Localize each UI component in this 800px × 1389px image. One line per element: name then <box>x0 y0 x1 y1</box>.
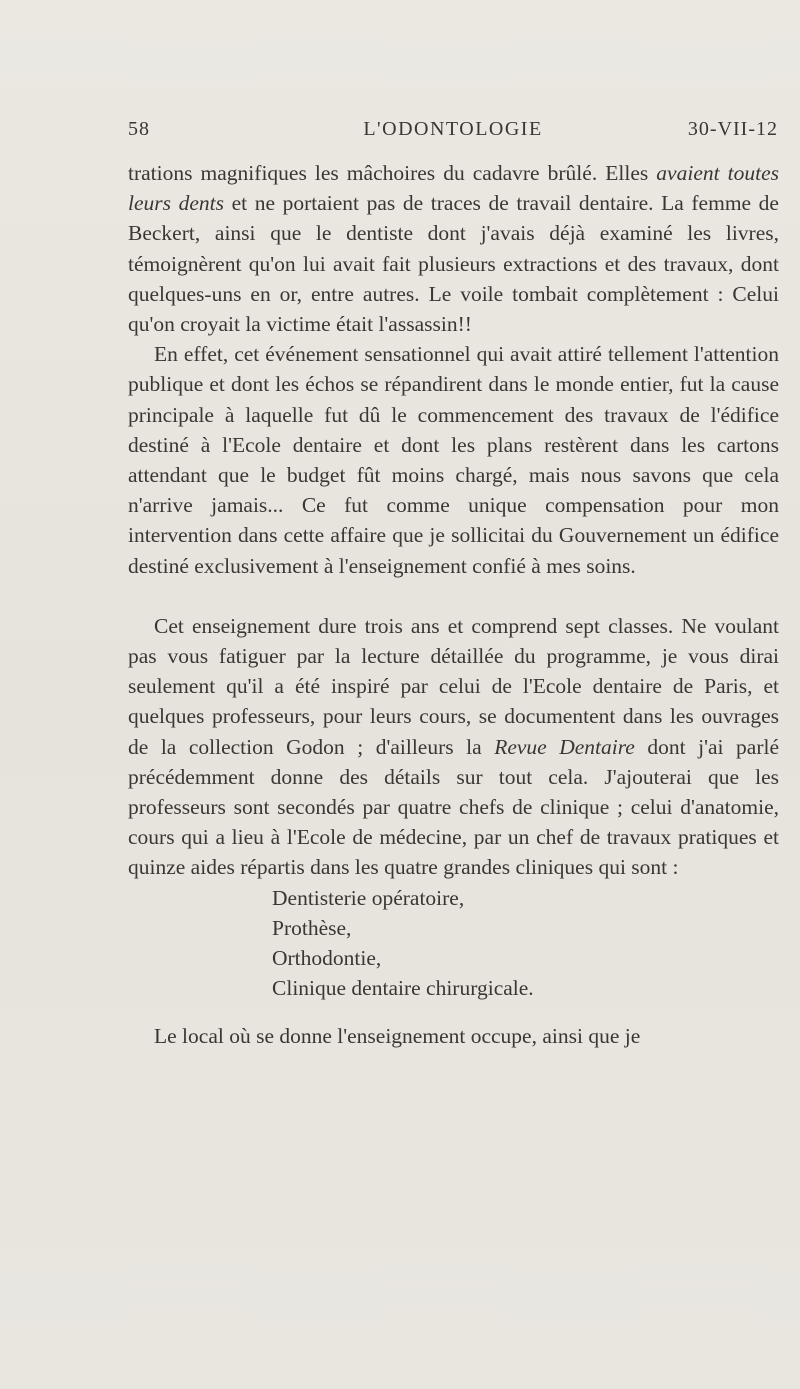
page-number: 58 <box>128 118 150 140</box>
italic-title: Revue Dentaire <box>494 734 635 759</box>
page-body <box>128 158 779 1052</box>
clinic-list <box>128 883 779 1004</box>
running-header <box>128 118 778 152</box>
list-item: Dentisterie opératoire, <box>272 885 465 910</box>
paragraph-final: Le local où se donne l'enseignement occupe, ainsi que je <box>154 1024 641 1049</box>
italic-phrase: avaient toutes leurs dents <box>128 161 779 216</box>
list-item: Prothèse, <box>272 915 352 940</box>
text-run: dont j'ai parlé précédemment donne des détails sur tout cela. J'ajouterai que les professeurs sont secondés par quatre chefs de clinique ; celui d'anatomie, cours qui a lieu à l'Ecole de médecine, par un chef de travaux pratiques et quinze aides répartis dans les quatre grandes cliniques qui sont : <box>128 734 779 880</box>
list-item: Clinique dentaire chirurgicale. <box>272 976 534 1001</box>
paragraph: En effet, cet événement sensationnel qui avait attiré tellement l'attention publique et dont les échos se répandirent dans le monde entier, fut la cause principale à laquelle fut dû le commencement des travaux de l'édifice destiné à l'Ecole dentaire et dont les plans restèrent dans les cartons attendant que le budget fût moins chargé, mais nous savons que cela n'arrive jamais... Ce fut comme unique compensation pour mon intervention dans cette affaire que je sollicitai du Gouvernement un édifice destiné exclusivement à l'enseignement confié à mes soins. <box>128 342 779 578</box>
text-run: trations magnifiques les mâchoires du cadavre brûlé. Elles <box>128 161 657 185</box>
paragraph <box>128 611 779 883</box>
journal-title: L'ODONTOLOGIE <box>363 118 543 140</box>
text-run: Cet enseignement dure trois ans et comprend sept classes. Ne voulant pas vous fatiguer par la lecture détaillée du programme, je vous dirai seulement qu'il a été inspiré par celui de l'Ecole dentaire de Paris, et quelques professeurs, pour leurs cours, se documentent dans les ouvrages de la collection Godon ; d'ailleurs la <box>128 613 779 759</box>
list-item: Orthodontie, <box>272 946 382 971</box>
issue-date: 30-VII-12 <box>687 118 778 140</box>
paragraph-continued <box>128 158 779 339</box>
text-run: et ne portaient pas de traces de travail dentaire. La femme de Beckert, ainsi que le dentiste dont j'avais déjà examiné les livres, témoignèrent qu'on lui avait fait plusieurs extractions et des travaux, dont quelques-uns en or, entre autres. Le voile tombait complètement : Celui qu'on croyait la victime était l'assassin!! <box>128 191 779 337</box>
